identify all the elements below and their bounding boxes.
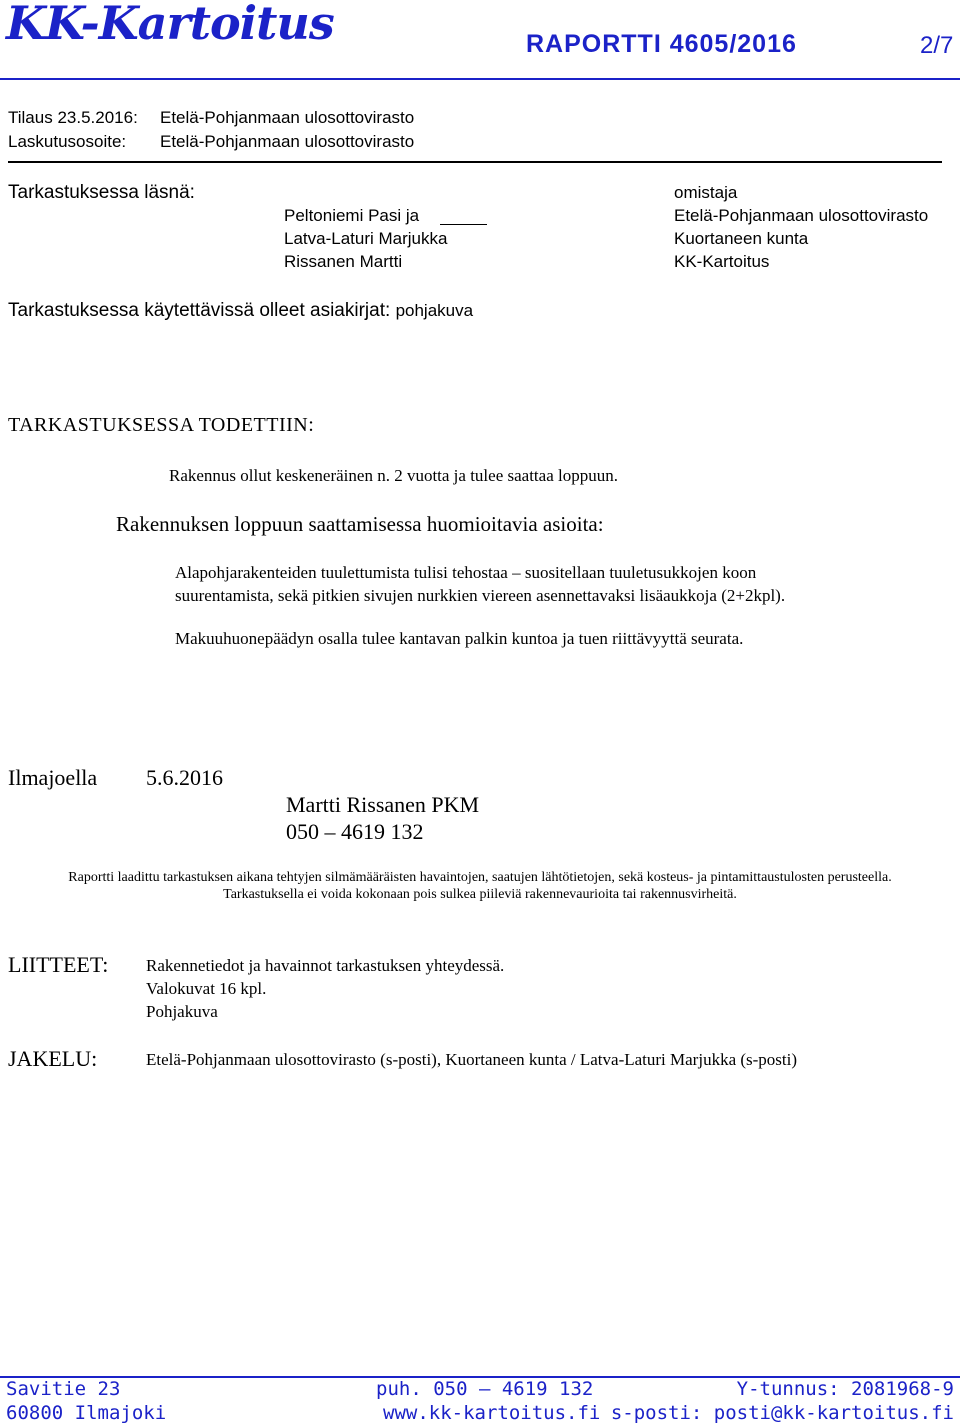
attachment-item: Pohjakuva <box>146 1002 218 1021</box>
billing-label: Laskutusosoite: <box>8 132 127 151</box>
attendee-role: Etelä-Pohjanmaan ulosottovirasto <box>674 206 929 225</box>
footer-address: 60800 Ilmajoki <box>6 1402 167 1424</box>
order-label: Tilaus 23.5.2016: <box>8 108 138 127</box>
signature-place: Ilmajoella <box>8 765 98 790</box>
attendees-label: Tarkastuksessa läsnä: <box>8 182 195 203</box>
documents-line <box>8 300 473 322</box>
attendee-name: Rissanen Martti <box>284 252 403 271</box>
billing-value: Etelä-Pohjanmaan ulosottovirasto <box>160 132 415 151</box>
report-title: RAPORTTI 4605/2016 <box>526 30 797 58</box>
signature-date: 5.6.2016 <box>146 765 223 790</box>
signature-phone: 050 – 4619 132 <box>286 819 424 844</box>
order-value: Etelä-Pohjanmaan ulosottovirasto <box>160 108 415 127</box>
blank-line <box>440 224 487 225</box>
company-logo: KK-Kartoitus <box>6 0 334 50</box>
documents-value: pohjakuva <box>395 301 474 320</box>
footer-website-link[interactable]: www.kk-kartoitus.fi <box>383 1402 601 1424</box>
attachment-item: Valokuvat 16 kpl. <box>146 979 267 998</box>
attendee-role: omistaja <box>674 183 738 202</box>
signature-name: Martti Rissanen PKM <box>286 792 480 817</box>
attendee-role: KK-Kartoitus <box>674 252 770 271</box>
attachment-item: Rakennetiedot ja havainnot tarkastuksen yhteydessä. <box>146 956 505 975</box>
order-divider <box>8 161 942 163</box>
attachments-label: LIITTEET: <box>8 952 109 977</box>
header-divider <box>0 78 960 80</box>
footer-business-id: Y-tunnus: 2081968-9 <box>736 1378 954 1400</box>
distribution-label: JAKELU: <box>8 1046 98 1071</box>
footer-email-link[interactable]: s-posti: posti@kk-kartoitus.fi <box>610 1402 954 1424</box>
findings-paragraph: Makuuhuonepäädyn osalla tulee kantavan palkin kuntoa ja tuen riittävyyttä seurata. <box>175 629 744 648</box>
findings-subheading: Rakennuksen loppuun saattamisessa huomioitavia asioita: <box>116 512 604 536</box>
findings-line: Rakennus ollut keskeneräinen n. 2 vuotta ja tulee saattaa loppuun. <box>169 466 618 485</box>
disclaimer-line: Raportti laadittu tarkastuksen aikana tehtyjen silmämääräisten havaintojen, saatujen lähtötietojen, sekä kosteus- ja pintamittaustulosten perusteella. <box>68 870 892 885</box>
distribution-value: Etelä-Pohjanmaan ulosottovirasto (s-posti), Kuortaneen kunta / Latva-Laturi Marjukka (s-posti) <box>146 1050 798 1069</box>
footer-address: Savitie 23 <box>6 1378 121 1400</box>
findings-heading: TARKASTUKSESSA TODETTIIN: <box>8 414 315 436</box>
findings-paragraph: suurentamista, sekä pitkien sivujen nurkkien viereen asennettavaksi lisäaukkoja (2+2kpl). <box>175 586 786 605</box>
disclaimer-line: Tarkastuksella ei voida kokonaan pois sulkea piileviä rakennevaurioita tai rakennusvirheitä. <box>223 887 737 902</box>
attendee-name: Peltoniemi Pasi ja <box>284 206 420 225</box>
documents-label: Tarkastuksessa käytettävissä olleet asiakirjat: <box>8 300 391 321</box>
attendee-name: Latva-Laturi Marjukka <box>284 229 448 248</box>
attendee-role: Kuortaneen kunta <box>674 229 809 248</box>
footer-phone: puh. 050 – 4619 132 <box>376 1378 594 1400</box>
findings-paragraph: Alapohjarakenteiden tuulettumista tulisi tehostaa – suositellaan tuuletusukkojen koon <box>175 563 757 582</box>
page-number: 2/7 <box>920 32 954 59</box>
